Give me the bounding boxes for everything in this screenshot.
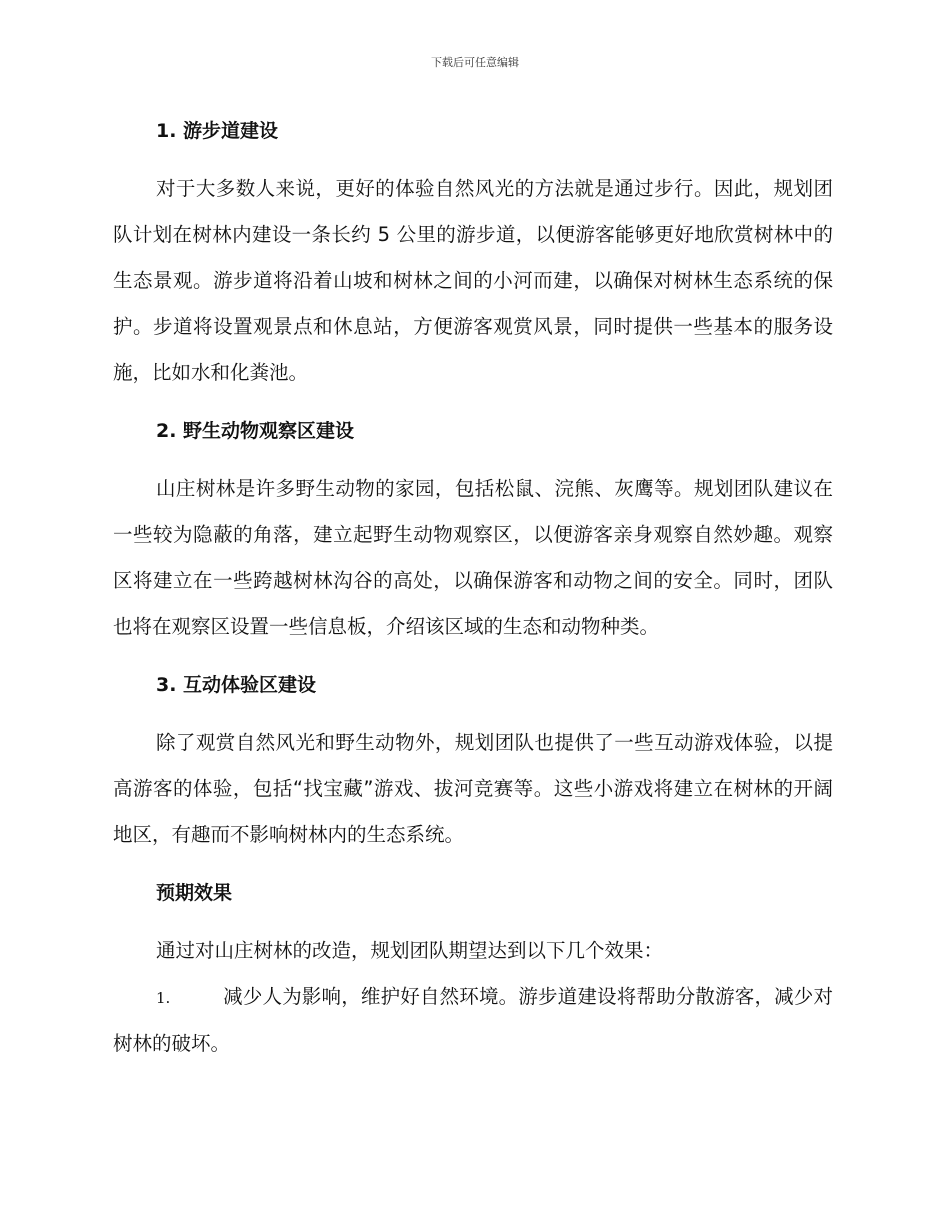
section-paragraph-wildlife: 山庄树林是许多野生动物的家园，包括松鼠、浣熊、灰鹰等。规划团队建议在一些较为隐蔽的角落，建立起野生动物观察区，以便游客亲身观察自然妙趣。观察区将建立在一些跨越树林沟谷的高处，以确保游客和动物之间的安全。同时，团队也将在观察区设置一些信息板，介绍该区域的生态和动物种类。	[113, 477, 833, 638]
page-header: 下载后可任意编辑	[431, 56, 519, 69]
section-heading-trail: 1. 游步道建设	[156, 120, 279, 142]
list-item	[113, 974, 833, 1067]
section-heading-interactive: 3. 互动体验区建设	[156, 674, 317, 696]
section-paragraph-interactive: 除了观赏自然风光和野生动物外，规划团队也提供了一些互动游戏体验，以提高游客的体验，包括“找宝藏”游戏、拔河竞赛等。这些小游戏将建立在树林的开阔地区，有趣而不影响树林内的生态系统。	[113, 731, 833, 846]
list-item-text: 减少人为影响，维护好自然环境。游步道建设将帮助分散游客，减少对树林的破坏。	[113, 985, 833, 1055]
section-paragraph-trail: 对于大多数人来说，更好的体验自然风光的方法就是通过步行。因此，规划团队计划在树林内建设一条长约 5 公里的游步道，以便游客能够更好地欣赏树林中的生态景观。游步道将沿着山坡和树林之间的小河而建，以确保对树林生态系统的保护。步道将设置观景点和休息站，方便游客观赏风景，同时提供一些基本的服务设施，比如水和化粪池。	[113, 177, 833, 384]
section-heading-wildlife: 2. 野生动物观察区建设	[156, 420, 355, 442]
list-item-number: 1.	[156, 989, 171, 1007]
effects-intro: 通过对山庄树林的改造，规划团队期望达到以下几个效果：	[156, 939, 664, 962]
effects-heading: 预期效果	[156, 882, 233, 904]
document-body	[113, 108, 833, 1067]
